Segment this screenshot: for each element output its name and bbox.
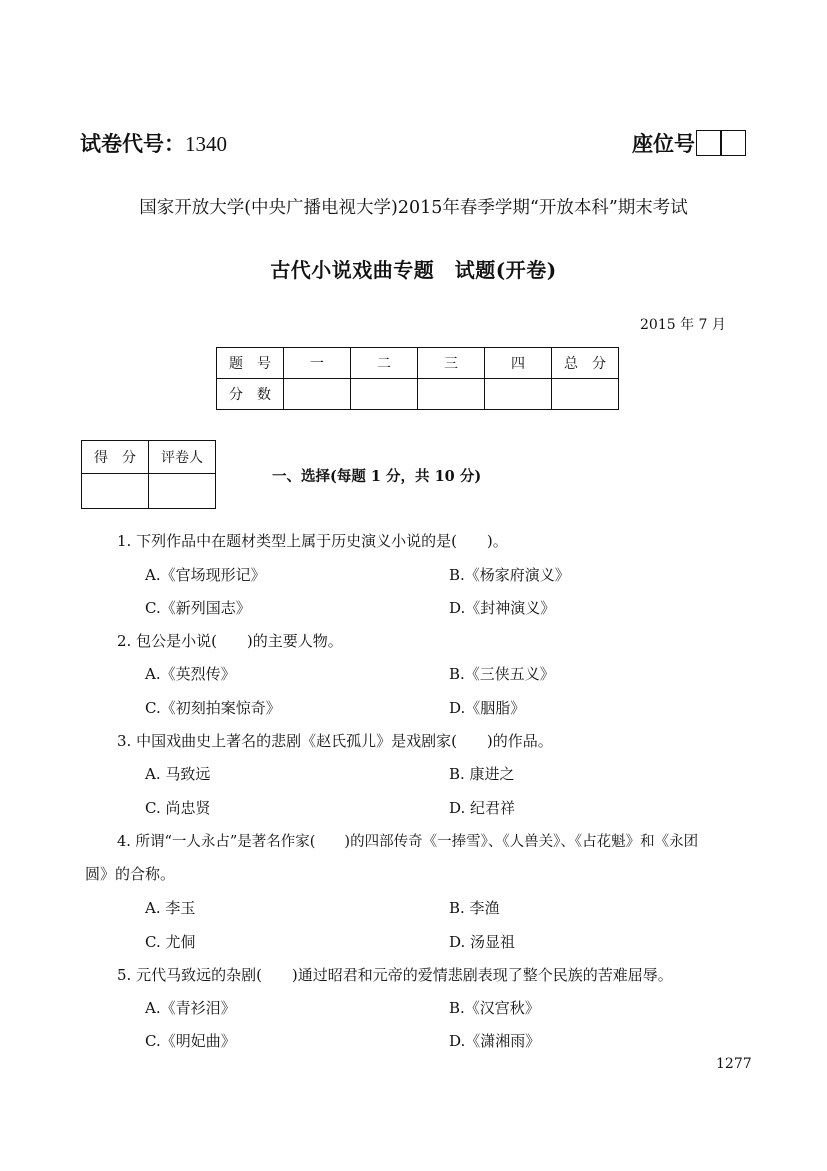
question-stem: 1. 下列作品中在题材类型上属于历史演义小说的是( )。	[117, 532, 508, 550]
option-a: A.《官场现形记》	[145, 566, 266, 584]
paper-code	[80, 128, 227, 158]
table-row	[217, 348, 619, 379]
section-title: 一、选择(每题 1 分，共 10 分)	[272, 468, 482, 485]
seat-number	[632, 128, 746, 158]
table-row	[217, 379, 619, 410]
option-b: B. 康进之	[449, 765, 515, 783]
option-c: C. 尚忠贤	[145, 799, 211, 817]
option-d: D.《封神演义》	[449, 599, 556, 617]
option-a: A. 马致远	[145, 765, 211, 783]
page-number: 1277	[716, 1056, 752, 1072]
table-row	[82, 474, 216, 509]
exam-title: 国家开放大学(中央广播电视大学)2015年春季学期“开放本科”期末考试	[139, 198, 688, 218]
option-b: B.《杨家府演义》	[449, 566, 570, 584]
option-c: C.《新列国志》	[145, 599, 251, 617]
question-stem: 3. 中国戏曲史上著名的悲剧《赵氏孤儿》是戏剧家( )的作品。	[117, 732, 553, 750]
grader-name-cell[interactable]	[149, 474, 216, 509]
score-cell[interactable]	[351, 379, 418, 410]
option-d: D. 汤显祖	[449, 933, 516, 951]
exam-date: 2015 年 7 月	[640, 317, 726, 333]
score-cell[interactable]	[552, 379, 619, 410]
score-header-q3: 三	[418, 348, 485, 379]
option-d: D.《胭脂》	[449, 699, 526, 717]
question-stem: 5. 元代马致远的杂剧( )通过昭君和元帝的爱情悲剧表现了整个民族的苦难屈辱。	[117, 966, 673, 984]
option-a: A.《青衫泪》	[145, 999, 236, 1017]
option-a: A.《英烈传》	[145, 665, 236, 683]
grader-score-label: 得 分	[82, 441, 149, 474]
score-header-label: 题 号	[217, 348, 284, 379]
score-cell[interactable]	[485, 379, 552, 410]
score-header-total: 总 分	[552, 348, 619, 379]
question-stem-continued: 圆》的合称。	[85, 865, 176, 883]
score-header-q4: 四	[485, 348, 552, 379]
option-a: A. 李玉	[145, 899, 196, 917]
grader-table	[81, 440, 216, 509]
seat-boxes[interactable]	[697, 130, 746, 156]
seat-box[interactable]	[720, 130, 746, 156]
option-c: C. 尤侗	[145, 933, 196, 951]
option-c: C.《明妃曲》	[145, 1032, 236, 1050]
question-stem: 4. 所谓“一人永占”是著名作家( )的四部传奇《一捧雪》、《人兽关》、《占花魁》和《永团	[117, 834, 699, 850]
score-cell[interactable]	[418, 379, 485, 410]
option-b: B.《三侠五义》	[449, 665, 555, 683]
seat-box[interactable]	[696, 130, 722, 156]
option-b: B. 李渔	[449, 899, 500, 917]
score-header-q1: 一	[284, 348, 351, 379]
score-cell[interactable]	[284, 379, 351, 410]
paper-code-label: 试卷代号：	[80, 131, 185, 156]
option-d: D. 纪君祥	[449, 799, 516, 817]
option-c: C.《初刻拍案惊奇》	[145, 699, 281, 717]
course-title: 古代小说戏曲专题 试题(开卷)	[270, 258, 557, 282]
option-d: D.《潇湘雨》	[449, 1032, 541, 1050]
option-b: B.《汉宫秋》	[449, 999, 540, 1017]
score-table	[216, 347, 619, 410]
grader-name-label: 评卷人	[149, 441, 216, 474]
paper-code-number: 1340	[185, 132, 227, 156]
question-stem: 2. 包公是小说( )的主要人物。	[117, 632, 343, 650]
table-row	[82, 441, 216, 474]
grader-score-cell[interactable]	[82, 474, 149, 509]
seat-label: 座位号	[632, 131, 695, 156]
score-header-q2: 二	[351, 348, 418, 379]
score-row-label: 分 数	[217, 379, 284, 410]
